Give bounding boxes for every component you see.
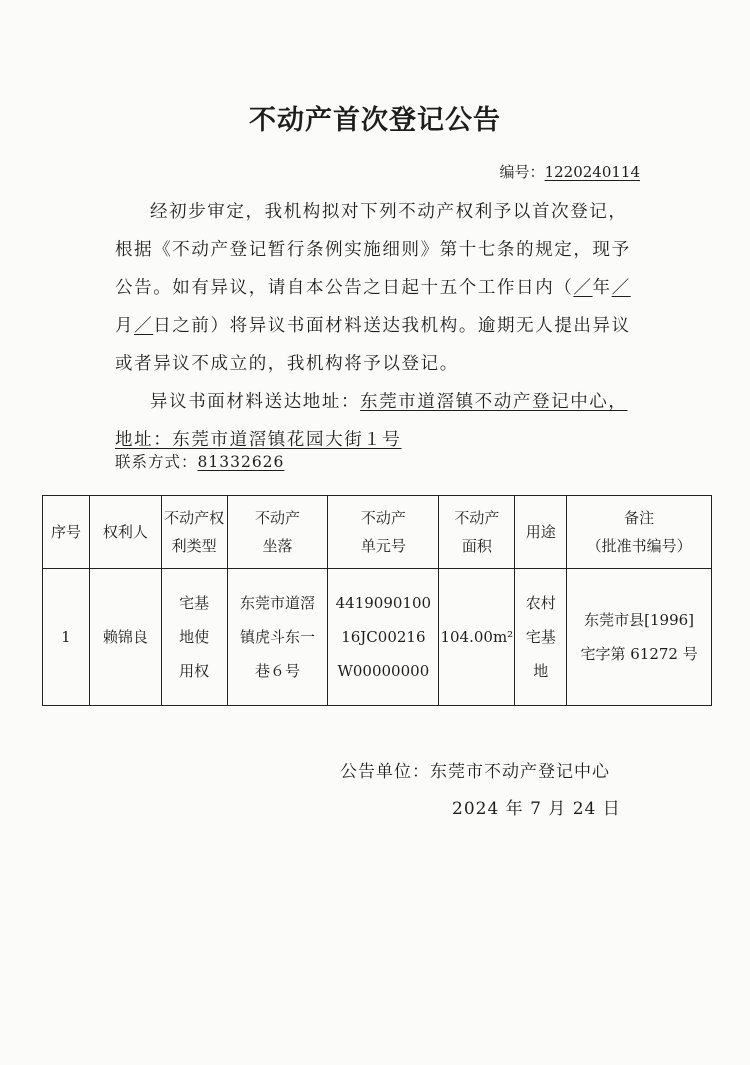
document-number [500,161,640,182]
address-label: 异议书面材料送达地址： [150,392,361,412]
cell-unit-number [328,569,439,706]
header-line: （批准书编号） [586,537,692,555]
cell-line: 赖锦良 [102,628,148,646]
document-number-label: 编号： [499,163,545,181]
notice-paragraph-2 [115,383,645,459]
cell-line: 农村 [525,594,556,612]
header-line: 不动产 [360,509,406,527]
cell-right-type [161,569,227,706]
cell-location [227,569,328,706]
page-title: 不动产首次登记公告 [249,105,501,136]
contact-phone: 81332626 [197,453,285,471]
cell-line: 东莞市道滘 [239,594,315,612]
contact-label: 联系方式： [115,453,198,471]
header-line: 利类型 [171,537,217,555]
cell-line: 4419090100 [335,594,432,612]
issuing-unit: 公告单位：东莞市不动产登记中心 [340,762,610,782]
cell-remarks [567,569,712,706]
header-cell [328,496,439,569]
cell-usage [515,569,567,706]
cell-line: 104.00m² [440,628,514,646]
header-cell [515,496,567,569]
blank-year: ／ [573,278,593,298]
header-line: 单元号 [360,537,406,555]
paragraph-text: 年 [592,278,612,298]
cell-line: 东莞市县[1996] [584,611,695,629]
cell-line: 宅基 [525,628,556,646]
header-line: 面积 [461,537,492,555]
cell-line: 16JC00216 [341,628,426,646]
document-number-value: 1220240114 [544,163,640,181]
header-cell [227,496,328,569]
header-cell [161,496,227,569]
header-cell [567,496,712,569]
header-line: 备注 [624,509,655,527]
issue-date: 2024 年 7 月 24 日 [452,799,621,819]
cell-line: 宅基 [179,594,210,612]
cell-line: W00000000 [337,662,430,680]
notice-paragraph-1 [115,193,645,383]
header-cell [439,496,515,569]
header-cell [89,496,161,569]
header-line: 不动产权 [164,509,225,527]
table-row [43,569,712,706]
header-line: 用途 [525,523,556,541]
header-line: 权利人 [102,523,148,541]
notice-body [115,193,645,459]
header-line: 序号 [50,523,81,541]
address-value: 东莞市道滘镇不动产登记中心，地址：东莞市道滘镇花园大街１号 [115,392,628,450]
cell-line: 宅字第 61272 号 [580,645,698,663]
header-cell [43,496,90,569]
cell-owner [89,569,161,706]
cell-area [439,569,515,706]
paragraph-text: 月 [115,316,135,336]
header-line: 坐落 [262,537,293,555]
blank-month: ／ [611,278,631,298]
header-line: 不动产 [454,509,500,527]
cell-line: 1 [61,628,71,646]
paragraph-text: 日之前）将异议书面材料送达我机构。逾期无人提出异议或者异议不成立的，我机构将予以登记。 [115,316,631,374]
table-header-row [43,496,712,569]
cell-line: 镇虎斗东一 [239,628,315,646]
property-table [42,495,712,706]
cell-line: 地 [533,662,549,680]
cell-line: 巷６号 [254,662,300,680]
cell-line: 用权 [179,662,210,680]
header-line: 不动产 [254,509,300,527]
cell-serial [43,569,90,706]
blank-day: ／ [134,316,154,336]
contact-info [115,450,284,472]
paragraph-text: 经初步审定，我机构拟对下列不动产权利予以首次登记，根据《不动产登记暂行条例实施细则》第十七条的规定，现予公告。如有异议，请自本公告之日起十五个工作日内（ [115,202,631,298]
cell-line: 地使 [179,628,210,646]
